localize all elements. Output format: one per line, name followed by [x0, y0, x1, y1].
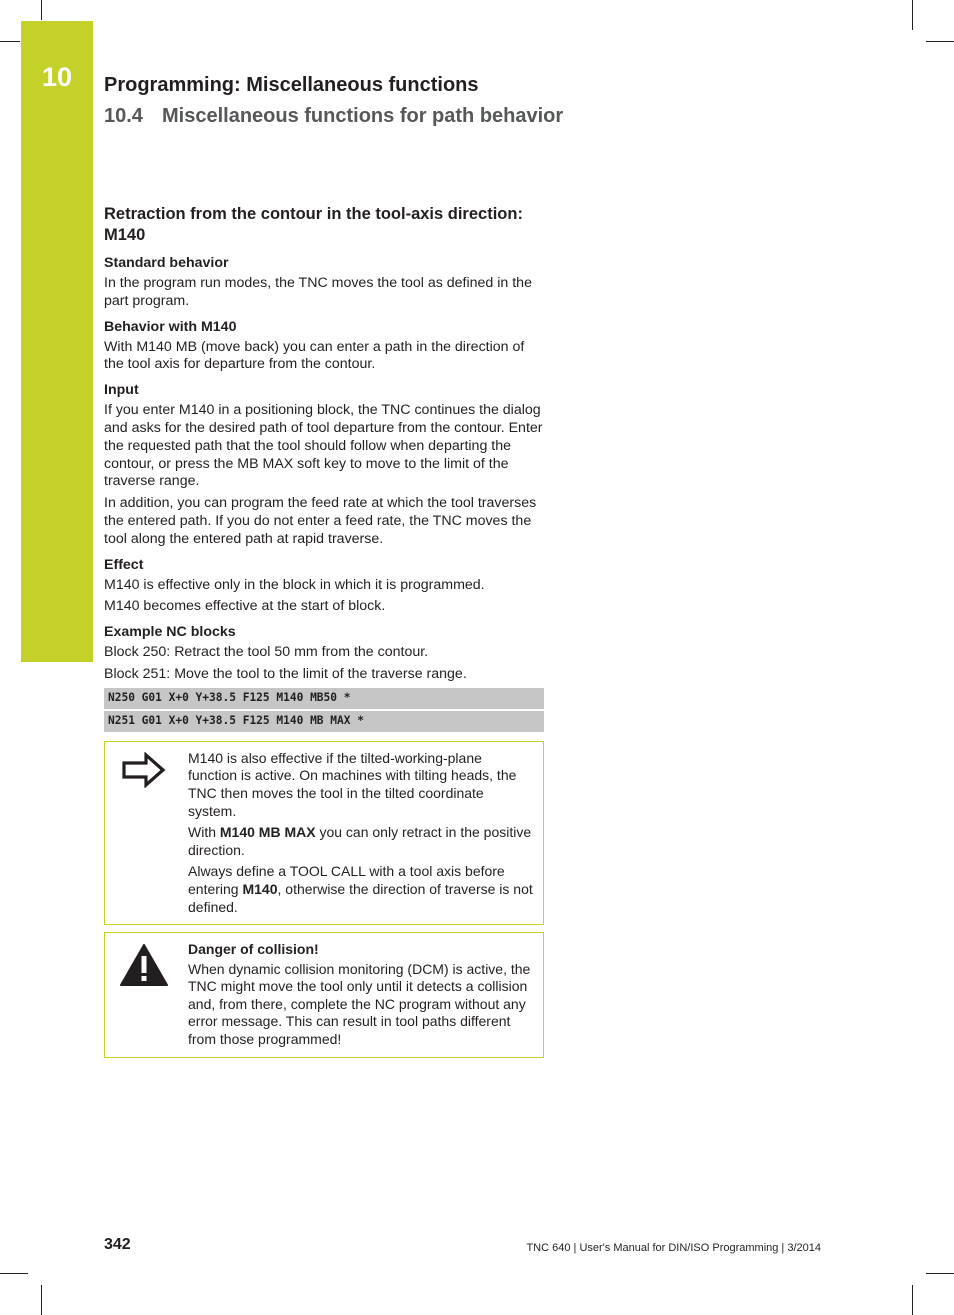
warning-box: [104, 932, 544, 1058]
input-paragraph: In addition, you can program the feed rate at which the tool traverses the entered path. If you do not enter a feed rate, the TNC moves the tool along the entered path at rapid traverse.: [104, 495, 537, 547]
section-title: [104, 103, 563, 129]
crop-mark: [41, 1285, 42, 1315]
page-number: 342: [104, 1236, 131, 1253]
note-box: [104, 741, 544, 925]
example-paragraph: Block 250: Retract the tool 50 mm from the contour.: [104, 644, 429, 661]
note-text: [187, 742, 543, 924]
example-paragraph: Block 251: Move the tool to the limit of the traverse range.: [104, 665, 467, 682]
crop-mark: [41, 0, 42, 20]
warning-text: [187, 933, 543, 1057]
input-paragraph: If you enter M140 in a positioning block, the TNC continues the dialog and asks for the desired path of tool departure from the contour. Enter the requested path that the tool should follow when departing the contour, or press the MB MAX soft key to move to the limit of the traverse range.: [104, 402, 543, 490]
input-title: Input: [104, 382, 139, 399]
nc-code-line: N251 G01 X+0 Y+38.5 F125 M140 MB MAX *: [104, 711, 544, 732]
example-title: Example NC blocks: [104, 624, 236, 641]
effect-paragraph: M140 becomes effective at the start of block.: [104, 598, 386, 615]
crop-mark: [926, 41, 954, 42]
warning-title: Danger of collision!: [188, 941, 319, 958]
crop-mark: [926, 1273, 954, 1274]
note-code: M140: [242, 880, 278, 897]
main-content: [104, 204, 544, 1058]
arrow-right-icon: [121, 752, 167, 788]
nc-code-line: N250 G01 X+0 Y+38.5 F125 M140 MB50 *: [104, 688, 544, 709]
behavior-with-text: With M140 MB (move back) you can enter a path in the direction of the tool axis for departure from the contour.: [104, 338, 525, 373]
footer-manual-title: TNC 640 | User's Manual for DIN/ISO Programming | 3/2014: [526, 1242, 821, 1254]
note-paragraph: Always define a TOOL CALL with a tool axis before entering M140, otherwise the direction of traverse is not defined.: [188, 863, 533, 915]
warning-icon-column: [105, 933, 187, 1057]
crop-mark: [0, 1273, 28, 1274]
effect-paragraph: M140 is effective only in the block in which it is programmed.: [104, 576, 485, 593]
behavior-with-title: Behavior with M140: [104, 318, 237, 335]
chapter-number: 10: [41, 62, 73, 92]
note-paragraph: M140 is also effective if the tilted-working-plane function is active. On machines with tilting heads, the TNC then moves the tool in the tilted coordinate system.: [188, 749, 517, 819]
note-code: M140 MB MAX: [219, 824, 316, 841]
crop-mark: [0, 41, 20, 42]
warning-triangle-icon: [119, 943, 169, 987]
crop-mark: [912, 1285, 913, 1315]
note-icon-column: [105, 742, 187, 924]
standard-behavior-text: In the program run modes, the TNC moves the tool as defined in the part program.: [104, 275, 532, 309]
effect-title: Effect: [104, 556, 144, 573]
chapter-tab: [21, 21, 93, 662]
main-heading: Retraction from the contour in the tool-axis direction: M140: [104, 205, 523, 244]
warning-paragraph: When dynamic collision monitoring (DCM) is active, the TNC might move the tool only until it detects a collision and, from there, complete the NC program without any error message. This can result in tool paths different from those programmed!: [188, 960, 531, 1048]
chapter-title: Programming: Miscellaneous functions: [104, 74, 479, 96]
standard-behavior-title: Standard behavior: [104, 255, 229, 271]
section-title-text: Miscellaneous functions for path behavior: [162, 105, 564, 127]
section-number: 10.4: [104, 105, 143, 127]
crop-mark: [912, 0, 913, 30]
note-paragraph: With M140 MB MAX you can only retract in the positive direction.: [188, 824, 532, 858]
